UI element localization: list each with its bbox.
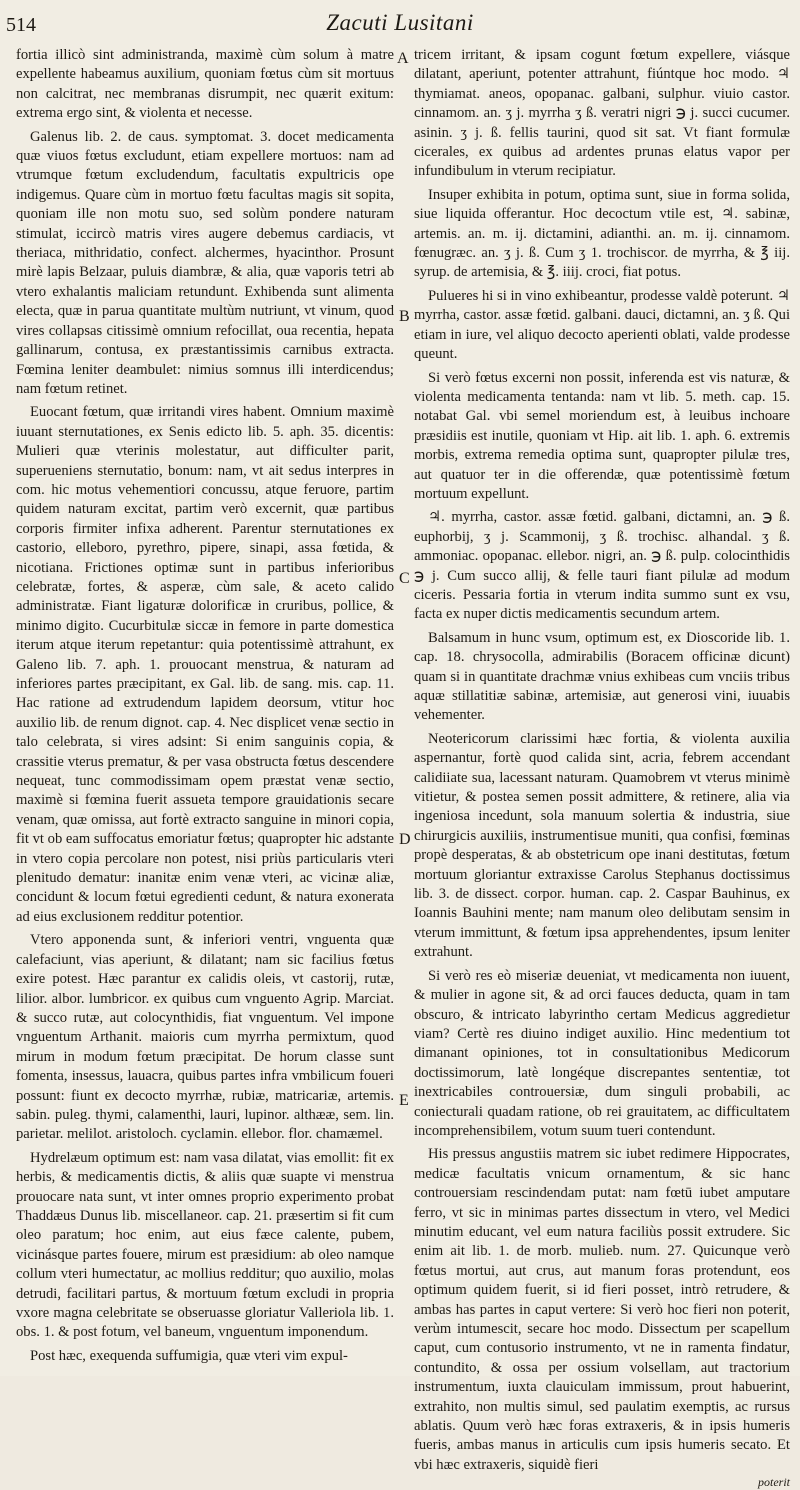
right-column — [414, 46, 790, 1490]
left-paragraph-3: Euocant fœtum, quæ irritandi vires habent. Omnium maximè iuuant sternutationes, ex Senis edicto lib. 5. aph. 35. dicentis: Mulieri quæ vterinis molestatur, aut difficulter parit, superueniens sternutatio, bonum: nam, vt ait sedus interpres in com. hic motus vehementiori concussu, atque feruore, partim quidem naturam excitat, partim verò excernit, quæ partibus corporis firmiter infixa adherent. Parentur sternutationes ex castorio, elleboro, pyrethro, pipere, sinapi, assa fœtida, & nicotiana. Frictiones optimæ sunt in partibus inferioribus celebratæ, fortes, & asperæ, cùm sale, & aceto calido administratæ. Fiant ligaturæ dolorificæ in cruribus, pollice, & minimo digito. Cucurbitulæ siccæ in femore in parte domestica iterum atque iterum repetantur: quia potentissimè attrahunt, ex Galeno lib. 7. aph. 1. prouocant menstrua, & naturam ad inferiores partes præcipitant, ex Gal. lib. de sang. mis. cap. 11. Hac ratione ad extrudendum lapidem deorsum, vtitur hoc auxilio lib. de renum dignot. cap. 4. Nec displicet venæ sectio in talo celebrata, si vires adsint: Si enim sanguinis copia, & crassitie vterus prematur, & per vasa obstructa fœtus descendere nequeat, tunc commodissimam opem præstat venæ sectio, maximè si fœmina fuerit assueta tempore grauidationis secare venam, quæ omissa, aut fortè extracto sanguine in minori copia, fit vt ob eam suffocatus emoriatur fœtus; quapropter hic adstante in vtero copia percolare non potest, nisi priùs particularis vteri plenitudo dematur: inanitæ enim venæ vteri, ac vicinæ aliæ, concidunt & locum fœtui egredienti cedunt, & natura exonerata ad eius exclusionem redditur potentior. — [16, 404, 394, 925]
left-column — [16, 46, 394, 1368]
running-header: Zacuti Lusitani — [326, 10, 474, 35]
right-paragraph-6: Balsamum in hunc vsum, optimum est, ex Dioscoride lib. 1. cap. 18. chrysocolla, admirabilis (Boracem officinæ dicunt) quam si in quantitate drachmæ vnius exhibeas cum vnciis tribus aquæ stillatitiæ sabinæ, artemisiæ, aut generosi vini, iuuabis vehementer. — [414, 629, 790, 724]
right-paragraph-4: Si verò fœtus excerni non possit, inferenda est vis naturæ, & violenta medicamenta tentanda: nam vt lib. 5. meth. cap. 15. notabat Gal. vbi semel moriendum est, à leuibus inchoare præsidiis est inutile, quoniam vt Hip. ait lib. 1. aph. 6. extremis morbis, extrema remedia optima sunt, quapropter pilulæ tres, aut quatuor ter in die offerendæ, quæ potentissimè fœtum mortuum expellunt. — [414, 369, 790, 502]
right-paragraph-8: Si verò res eò miseriæ deueniat, vt medicamenta non iuuent, & mulier in agone sit, & ad orci fauces deducta, quam in tam obscuro, & intricato labyrintho certam Medicus aggredietur viam? Certè res diuino indiget auxilio. Hinc medentium tot dimanant opiniones, tot in consultationibus Medicorum doctissimorum, latè longéque discrepantes sententiæ, tot inextricabiles controuersiæ, dum singuli probabili, ac coniecturali quadam ratione, ob rei grauitatem, ac difficultatem incomprehensibilem, votum suum tueri contendunt. — [414, 967, 790, 1139]
right-paragraph-5: ♃. myrrha, castor. assæ fœtid. galbani, dictamni, an. ℈ ß. euphorbij, ʒ j. Scammonij, ʒ ß. trochisc. alhandal. ʒ ß. ammoniac. opopanac. ellebor. nigri, an. ℈ ß. pulp. colocinthidis ℈ j. Cum succo allij, & felle tauri fiant pilulæ ad modum ciceris. Pessaria fortia in vterum indita summo sunt ex vsu, facta ex nuper dictis medicamentis secundum artem. — [414, 509, 790, 623]
left-paragraph-2: Galenus lib. 2. de caus. symptomat. 3. docet medicamenta quæ viuos fœtus excludunt, etiam expellere mortuos: nam ad vtrumque fœtum excludendum, facultatis expultricis ope indigemus. Quare cùm in mortuo fœtu facultas magis sit sopita, quoniam ille non motu suo, sed solùm pondere naturam stimulat, iccircò matris vires augere debemus cardiacis, vt theriaca, mithridatio, confect. alchermes, hyacinthor. Prosunt mirè lapis Belzaar, puluis diambræ, & alia, quæ vaporis tetri ab vtero exhalantis maliciam retundunt. Exhibenda sunt alimenta electa, quæ in parua quantitate multùm nutriunt, vt vinum, quod vires collapsas citissimè omnium refocillat, oua recentia, hepata gallinarum, contusa, ex præstantissimis carnibus extracta. Fœmina leniter deambulet: nimius somnus illi interdicendus; nam fœtum retinet. — [16, 128, 394, 397]
right-paragraph-3: Pulueres hi si in vino exhibeantur, prodesse valdè poterunt. ♃ myrrha, castor. assæ fœtid. galbani. dauci, dictamni, an. ʒ ß. Qui etiam in iure, vel aliquo decocto aperienti oblati, valde prodesse queunt. — [414, 287, 790, 363]
right-paragraph-7: Neotericorum clarissimi hæc fortia, & violenta auxilia aspernantur, fortè quod calida sint, acria, febrem accendant calidiiate sua, lacessant naturam. Quamobrem vt vterus minimè vitietur, & postea semen possit admittere, & retinere, alia via ingeniosa incedunt, sola manuum solertia & industria, siue chirurgicis auxiliis, instrumentisue muniti, qua confisi, fœminas propè desperatas, & ab obstetricum ope inani destitutas, fœtum mortuum gloriantur extraxisse Carolus Stephanus doctissimus lib. 3. de dissect. corpor. human. cap. 2. Caspar Bauhinus, ex Ioannis Bauhini mente; nam manum oleo delibutam sensim in vterum immittunt, & fœtum ipsa apprehendentes, ipsum leniter extrahunt. — [414, 730, 790, 961]
margin-letter-b: B — [399, 308, 410, 325]
catchword: poterit — [758, 1475, 790, 1490]
page-number: 514 — [6, 14, 36, 36]
margin-letter-a: A — [397, 50, 409, 67]
margin-letter-d: D — [399, 831, 411, 848]
left-paragraph-1: fortia illicò sint administranda, maximè cùm solum à matre expellente habeamus auxilium, quoniam fœtus cùm sit mortuus non calcitrat, nec membranas disrumpit, nec quærit exitum: extrema ergo sint, & violenta et necesse. — [16, 47, 394, 122]
left-paragraph-4: Vtero apponenda sunt, & inferiori ventri, vnguenta quæ calefaciunt, vias aperiunt, & dilatant; nam sic facilius fœtus exire potest. Hæc parantur ex calidis oleis, vt castorij, rutæ, lilior. albor. lumbricor. ex quibus cum vnguento Agrip. Marciat. & succo rutæ, aut colocynthidis, fiat vnguentum. Vel impone vnguentum Arthanit. maioris cum myrrha permixtum, quod mirum in modum fœtum præcipitat. De horum classe sunt fomenta, insessus, lauacra, quibus partes infra vmbilicum foueri possunt: fiunt ex decocto myrrhæ, rubiæ, matricariæ, artemis. sabin. puleg. thymi, calamenthi, lauri, lupinor. althææ, sem. lin. parietar. melilot. aristoloch. cyclamin. ellebor. flor. chamæmel. — [16, 932, 394, 1143]
left-paragraph-5: Hydrelæum optimum est: nam vasa dilatat, vias emollit: fit ex herbis, & medicamentis dictis, & aliis quæ suapte vi menstrua prouocare nata sunt, vt inter omnes proprio experimento probat Thaddæus Dunus lib. miscellaneor. cap. 21. præsertim si fit cum oleo paratum; hoc enim, aut eius fæce calente, pubem, vicinásque partes fouere, mirum est præsidium: ab oleo namque collum vteri humectatur, ac mollius redditur; quo auxilio, molas detrudi, facilitari partus, & mortuum fœtum excludi in propria vxore magna celebritate se obseruasse gloriatur Valleriola lib. 1. obs. 1. & post fotum, vel baneum, vnguentum imponendum. — [16, 1149, 394, 1341]
margin-letter-c: C — [399, 570, 410, 587]
left-paragraph-6: Post hæc, exequenda suffumigia, quæ vteri vim expul- — [30, 1347, 348, 1364]
right-paragraph-9: His pressus angustiis matrem sic iubet redimere Hippocrates, medicæ facultatis vnicum ornamentum, & sic hanc controuersiam rescindendam putat: nam fœtū iubet amputare ferro, vt sic in minimas partes dissectum in vtero, vel Medici minutim educant, vel eum natura faciliùs possit extrudere. Sic enim ait lib. 1. de morb. mulieb. num. 27. Quicunque verò fœtus mortui, aut crus, aut manum foras protendunt, eos optimum quidem fuerit, si id fieri posset, intrò retrudere, & ambas has partes in caput vertere: Si verò hoc fieri non poterit, verùm intumescit, secare hoc modo. Dissectum per scapellum caput, cum contusorio instrumento, vt ne in ramenta findatur, contundito, & ossa per ossium volsellam, aut tractorium instrumentum, iuxta clauiculam immissum, prout habuerint, extrahito, non multis simul, sed paulatim exemptis, ac rursus ablatis. Quum verò hæc foras extraxeris, & in ipsis humeris fueris, ambas manus in articulis cum ipsis humeris secato. Et vbi hæc extraxeris, siquidè fieri — [414, 1146, 790, 1473]
right-paragraph-1: tricem irritant, & ipsam cogunt fœtum expellere, viásque dilatant, aperiunt, potenter attrahunt, fiúntque hoc modo. ♃ thymiamat. aneos, opopanac. galbani, sulphur. viuio castor. cinnamom. an. ʒ j. myrrha ʒ ß. veratri nigri ℈ j. succi cucumer. asinin. ʒ j. ß. fellis taurini, quod sit sat. Vt fiant formulæ cicerales, ex quibus ad ardentes prunas elatus vapor per infundibulum in vterum recipiatur. — [414, 47, 790, 180]
right-paragraph-2: Insuper exhibita in potum, optima sunt, siue in forma solida, siue liquida offerantur. Hoc decoctum vtile est, ♃. sabinæ, artemis. an. m. ij. dictamini, adianthi. an. m. ij. cinnamom. fœnugræc. an. ʒ j. ß. Cum ʒ 1. trochiscor. de myrrha, & ℥ iij. syrup. de artemisia, & ℥. iiij. croci, fiat potus. — [414, 186, 790, 281]
margin-letter-e: E — [399, 1092, 409, 1109]
